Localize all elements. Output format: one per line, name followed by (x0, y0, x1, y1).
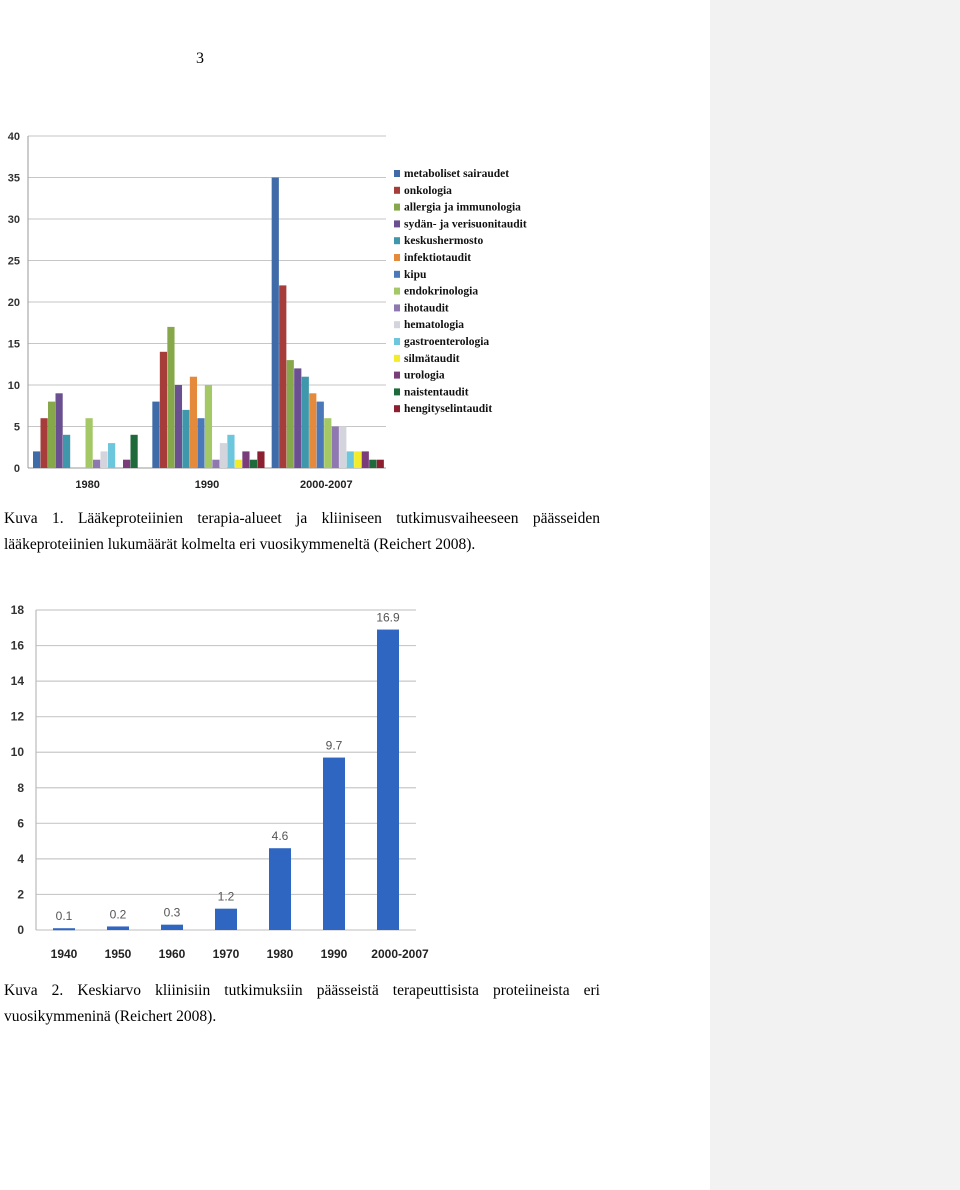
bar-1990-5 (190, 377, 197, 468)
bar-1990-12 (242, 451, 249, 468)
average-proteins-chart (0, 598, 460, 970)
y-tick-label: 15 (7, 338, 20, 351)
bar-2000-2007-13 (369, 460, 376, 468)
bar-1980-8 (93, 460, 100, 468)
bar-1990-6 (197, 418, 204, 468)
bar-1980-3 (56, 393, 63, 468)
bar-2000-2007-14 (377, 460, 384, 468)
data-label: 0.2 (109, 907, 127, 922)
x-tick-label: 1980 (266, 947, 294, 961)
page-number: 3 (196, 50, 204, 67)
bar-2000-2007-2 (287, 360, 294, 468)
y-tick-label: 10 (7, 380, 20, 392)
x-tick-label: 2000-2007 (300, 479, 353, 491)
bar-1990-10 (227, 435, 234, 468)
caption-figure-1 (4, 506, 600, 558)
bar-2000-2007-1 (279, 285, 286, 468)
bar-1990-8 (212, 460, 219, 468)
bar-2000-2007-8 (332, 427, 339, 469)
bar-2000-2007-9 (339, 427, 346, 469)
legend-entry: endokrinologia (404, 285, 479, 298)
caption-figure-2 (4, 978, 600, 1030)
y-tick-label: 30 (7, 214, 20, 226)
legend-swatch (394, 372, 400, 379)
bar-1980-4 (63, 435, 70, 468)
legend-swatch (394, 187, 400, 194)
bar-1970 (215, 909, 237, 930)
bar-1990-1 (160, 352, 167, 468)
y-tick-label: 4 (17, 851, 24, 866)
y-tick-label: 5 (13, 421, 20, 434)
bar-1990-13 (250, 460, 257, 468)
legend-swatch (394, 254, 400, 261)
legend-swatch (394, 388, 400, 395)
bar-2000-2007-12 (362, 451, 369, 468)
bar-1950 (107, 926, 129, 930)
bar-1990-2 (167, 327, 174, 468)
bar-2000-2007-4 (302, 377, 309, 468)
legend-entry: hengityselintaudit (404, 403, 493, 416)
bar-1990-0 (152, 402, 159, 468)
legend-swatch (394, 204, 400, 211)
bar-2000-2007-10 (347, 451, 354, 468)
data-label: 1.2 (217, 889, 235, 904)
legend-entry: onkologia (404, 184, 452, 197)
caption-2-line-2: vuosikymmeninä (Reichert 2008). (4, 1008, 217, 1025)
data-label: 9.7 (325, 738, 343, 753)
x-tick-label: 1940 (50, 947, 78, 961)
bar-1990 (323, 758, 345, 930)
legend-swatch (394, 405, 400, 412)
legend-swatch (394, 304, 400, 311)
legend-entry: kipu (404, 268, 427, 281)
bar-2000-2007-6 (317, 402, 324, 468)
right-margin-panel (710, 0, 960, 1190)
x-tick-label: 1990 (194, 479, 220, 491)
caption-2-line-1: Kuva 2. Keskiarvo kliinisiin tutkimuksiin päässeistä terapeuttisista proteiineista eri (4, 982, 600, 999)
bar-1980-12 (123, 460, 130, 468)
legend-swatch (394, 288, 400, 295)
legend-swatch (394, 237, 400, 244)
bar-1990-7 (205, 385, 212, 468)
legend-swatch (394, 355, 400, 362)
legend-entry: sydän- ja verisuonitaudit (404, 218, 527, 231)
caption-1-line-1: Kuva 1. Lääkeproteiinien terapia-alueet ja kliiniseen tutkimusvaiheeseen päässeiden (4, 510, 600, 527)
caption-1-line-2: lääkeproteiinien lukumäärät kolmelta eri vuosikymmeneltä (Reichert 2008). (4, 536, 476, 553)
y-tick-label: 2 (17, 887, 24, 902)
legend-entry: urologia (404, 369, 445, 382)
legend-entry: ihotaudit (404, 302, 449, 315)
y-tick-label: 0 (17, 923, 24, 937)
y-tick-label: 12 (10, 709, 24, 724)
bar-2000-2007-7 (324, 418, 331, 468)
data-label: 4.6 (271, 829, 289, 844)
x-tick-label: 1960 (158, 947, 186, 961)
data-label: 0.3 (163, 905, 181, 920)
x-tick-label: 1980 (75, 479, 100, 491)
bar-2000-2007-0 (272, 178, 279, 469)
legend-entry: silmätaudit (404, 352, 460, 365)
bar-2000-2007 (377, 630, 399, 930)
bar-1990-11 (235, 460, 242, 468)
y-tick-label: 40 (7, 131, 20, 143)
bar-1980-10 (108, 443, 115, 468)
legend-entry: gastroenterologia (404, 336, 490, 348)
y-tick-label: 6 (17, 816, 24, 831)
legend-entry: metaboliset sairaudet (404, 168, 510, 180)
y-tick-label: 0 (13, 463, 20, 475)
bar-1990-9 (220, 443, 227, 468)
y-tick-label: 18 (10, 603, 24, 617)
bar-2000-2007-11 (354, 451, 361, 468)
bar-1990-14 (257, 451, 264, 468)
y-tick-label: 10 (10, 745, 24, 760)
data-label: 0.1 (55, 909, 73, 924)
bar-1980-2 (48, 402, 55, 468)
y-tick-label: 16 (10, 638, 24, 653)
bar-1980-1 (41, 418, 48, 468)
legend-entry: infektiotaudit (404, 252, 472, 264)
x-tick-label: 2000-2007 (371, 947, 429, 961)
legend-entry: keskushermosto (404, 235, 484, 248)
bar-1960 (161, 925, 183, 930)
bar-2000-2007-3 (294, 368, 301, 468)
bar-2000-2007-5 (309, 393, 316, 468)
legend-swatch (394, 271, 400, 278)
data-label: 16.9 (376, 610, 400, 625)
y-tick-label: 20 (7, 297, 20, 309)
bar-1940 (53, 928, 75, 930)
x-tick-label: 1990 (320, 947, 348, 961)
legend-swatch (394, 338, 400, 345)
legend-entry: naistentaudit (404, 386, 469, 399)
bar-1980-7 (86, 418, 93, 468)
x-tick-label: 1970 (212, 947, 240, 961)
legend-entry: hematologia (404, 319, 465, 332)
legend-swatch (394, 220, 400, 227)
bar-1990-4 (182, 410, 189, 468)
y-tick-label: 25 (7, 255, 20, 268)
bar-1980-9 (101, 451, 108, 468)
y-tick-label: 14 (10, 674, 24, 689)
y-tick-label: 35 (7, 172, 20, 185)
legend-swatch (394, 170, 400, 177)
therapy-areas-chart (0, 118, 600, 496)
legend-entry: allergia ja immunologia (404, 201, 521, 214)
bar-1980-13 (131, 435, 138, 468)
legend-swatch (394, 321, 400, 328)
x-tick-label: 1950 (104, 947, 132, 961)
bar-1990-3 (175, 385, 182, 468)
bar-1980 (269, 848, 291, 930)
bar-1980-0 (33, 451, 40, 468)
y-tick-label: 8 (17, 780, 24, 795)
